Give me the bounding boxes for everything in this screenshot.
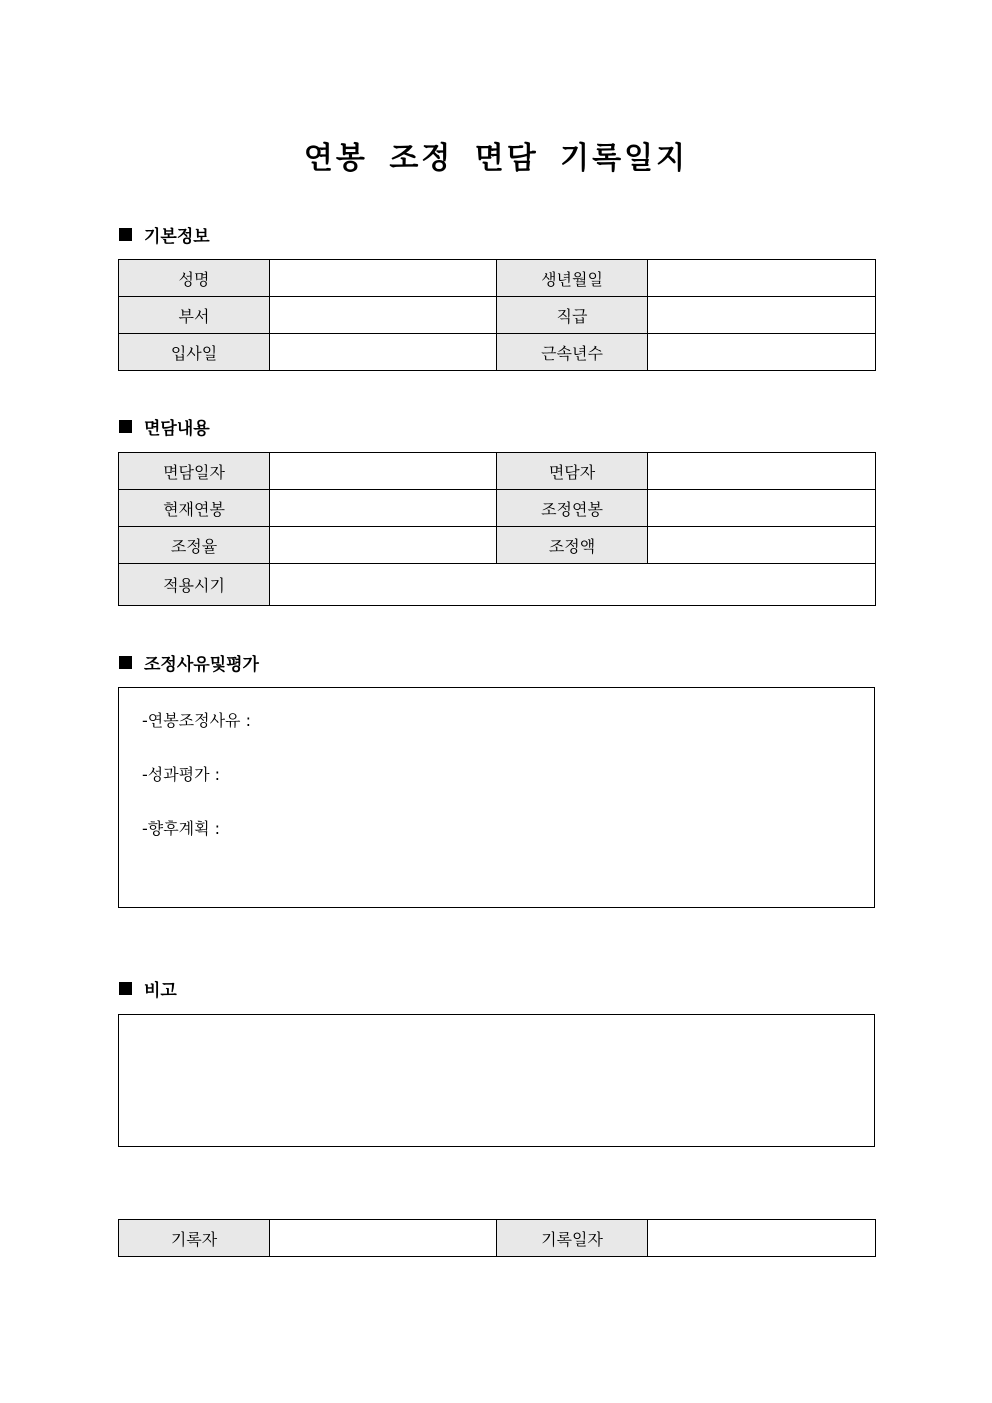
interview-date-field[interactable]: [270, 453, 497, 490]
label-join-date: 입사일: [119, 334, 270, 371]
section-heading-remarks: [119, 976, 177, 1000]
label-birthdate: 생년월일: [497, 260, 648, 297]
label-interview-date: 면담일자: [119, 453, 270, 490]
section-title: 면담내용: [144, 418, 210, 439]
position-field[interactable]: [648, 297, 876, 334]
bullet-square-icon: [119, 420, 132, 433]
future-plan-line: -향후계획 :: [142, 819, 221, 838]
basic-info-table: [118, 259, 876, 371]
adjustment-amount-field[interactable]: [648, 527, 876, 564]
department-field[interactable]: [270, 297, 497, 334]
table-row: [119, 453, 876, 490]
recorder-field[interactable]: [270, 1220, 497, 1257]
section-heading-interview: [119, 414, 210, 438]
label-department: 부서: [119, 297, 270, 334]
apply-period-field[interactable]: [270, 564, 876, 606]
table-row: [119, 260, 876, 297]
label-current-salary: 현재연봉: [119, 490, 270, 527]
label-apply-period: 적용시기: [119, 564, 270, 606]
birthdate-field[interactable]: [648, 260, 876, 297]
adjustment-rate-field[interactable]: [270, 527, 497, 564]
section-heading-basic: [119, 222, 210, 246]
bullet-square-icon: [119, 228, 132, 241]
current-salary-field[interactable]: [270, 490, 497, 527]
adjusted-salary-field[interactable]: [648, 490, 876, 527]
table-row: [119, 490, 876, 527]
label-recorder: 기록자: [119, 1220, 270, 1257]
table-row: [119, 527, 876, 564]
bullet-square-icon: [119, 656, 132, 669]
remarks-box[interactable]: [118, 1014, 875, 1147]
label-adjusted-salary: 조정연봉: [497, 490, 648, 527]
label-position: 직급: [497, 297, 648, 334]
recorder-table: [118, 1219, 876, 1257]
document-title: 연봉 조정 면담 기록일지: [303, 141, 689, 176]
interview-table: [118, 452, 876, 606]
section-title: 조정사유및평가: [144, 654, 259, 675]
table-row: [119, 564, 876, 606]
reason-line: -연봉조정사유 :: [142, 711, 251, 730]
years-of-service-field[interactable]: [648, 334, 876, 371]
join-date-field[interactable]: [270, 334, 497, 371]
label-adjustment-rate: 조정율: [119, 527, 270, 564]
label-interviewer: 면담자: [497, 453, 648, 490]
label-years-of-service: 근속년수: [497, 334, 648, 371]
record-date-field[interactable]: [648, 1220, 876, 1257]
table-row: [119, 297, 876, 334]
label-record-date: 기록일자: [497, 1220, 648, 1257]
section-title: 비고: [144, 980, 177, 1001]
section-heading-reason: [119, 650, 259, 674]
evaluation-line: -성과평가 :: [142, 765, 221, 784]
label-name: 성명: [119, 260, 270, 297]
section-title: 기본정보: [144, 226, 210, 247]
table-row: [119, 1220, 876, 1257]
interviewer-field[interactable]: [648, 453, 876, 490]
reason-evaluation-box[interactable]: [118, 687, 875, 908]
label-adjustment-amount: 조정액: [497, 527, 648, 564]
name-field[interactable]: [270, 260, 497, 297]
table-row: [119, 334, 876, 371]
bullet-square-icon: [119, 982, 132, 995]
